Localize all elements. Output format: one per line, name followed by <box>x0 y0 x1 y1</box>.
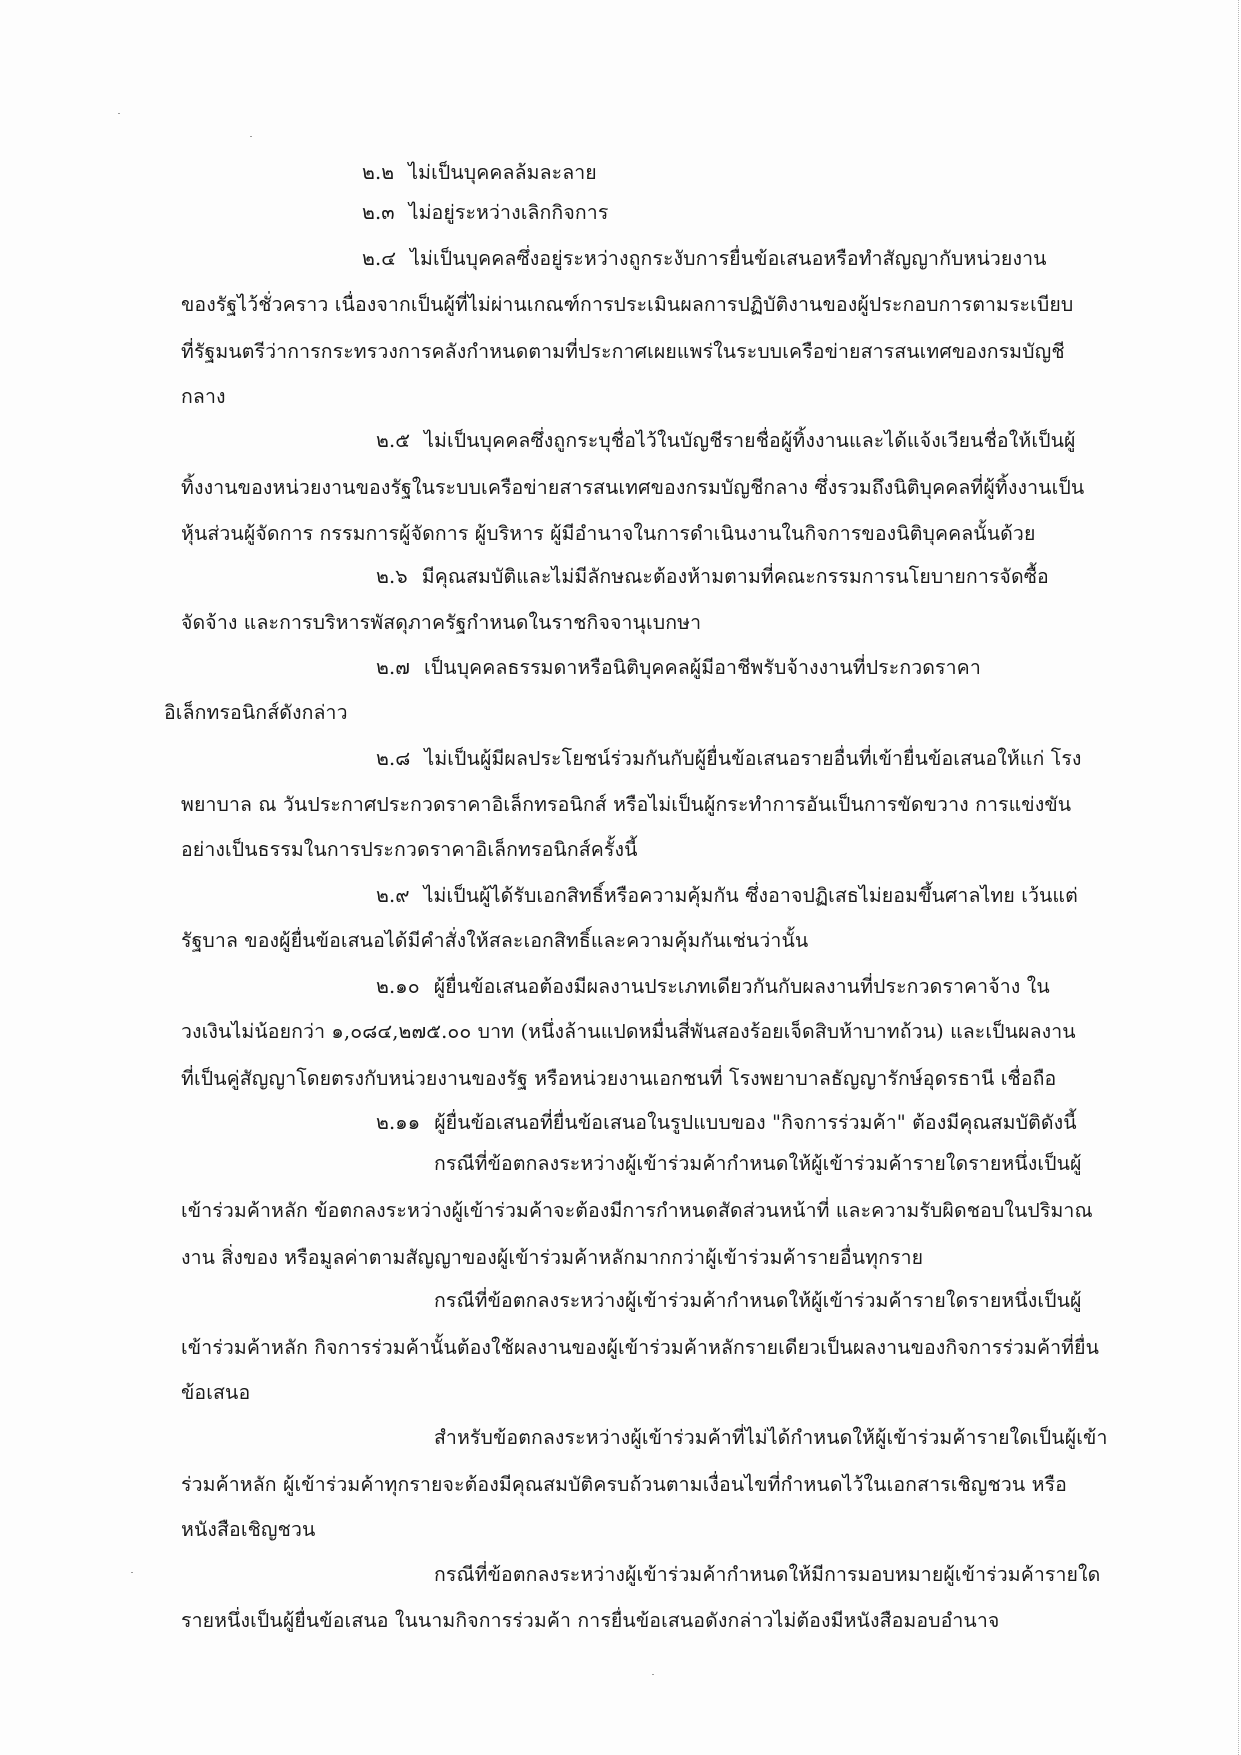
jv-paragraph-2: กรณีที่ข้อตกลงระหว่างผู้เข้าร่วมค้ากำหนดให้ผู้เข้าร่วมค้ารายใดรายหนึ่งเป็นผู้ <box>434 1289 1082 1312</box>
item-2-7-line-2: อิเล็กทรอนิกส์ดังกล่าว <box>164 701 348 724</box>
scan-edge <box>1237 0 1239 1755</box>
item-2-8 <box>376 746 1082 772</box>
item-text: ไม่เป็นผู้ได้รับเอกสิทธิ์หรือความคุ้มกัน ซึ่งอาจปฏิเสธไม่ยอมขึ้นศาลไทย เว้นแต่ <box>423 884 1078 907</box>
item-2-10-line-3: ที่เป็นคู่สัญญาโดยตรงกับหน่วยงานของรัฐ หรือหน่วยงานเอกชนที่ โรงพยาบาลธัญญารักษ์อุดรธานี เชื่อถือ <box>181 1067 1057 1090</box>
item-2-3 <box>362 200 608 226</box>
jv-paragraph-4-line-2: รายหนึ่งเป็นผู้ยื่นข้อเสนอ ในนามกิจการร่วมค้า การยื่นข้อเสนอดังกล่าวไม่ต้องมีหนังสือมอบอำนาจ <box>181 1609 1000 1632</box>
item-number: ๒.๕ <box>376 429 411 452</box>
item-2-7 <box>376 655 981 681</box>
item-2-5 <box>376 428 1076 454</box>
item-2-10 <box>376 974 1050 1000</box>
scan-speck <box>652 1674 654 1675</box>
jv-paragraph-3-line-2: ร่วมค้าหลัก ผู้เข้าร่วมค้าทุกรายจะต้องมีคุณสมบัติครบถ้วนตามเงื่อนไขที่กำหนดไว้ในเอกสารเชิญชวน หรือ <box>181 1473 1067 1496</box>
jv-paragraph-3: สำหรับข้อตกลงระหว่างผู้เข้าร่วมค้าที่ไม่ได้กำหนดให้ผู้เข้าร่วมค้ารายใดเป็นผู้เข้า <box>434 1426 1108 1449</box>
item-text: ไม่เป็นบุคคลซึ่งถูกระบุชื่อไว้ในบัญชีรายชื่อผู้ทิ้งงานและได้แจ้งเวียนชื่อให้เป็นผู้ <box>424 429 1076 452</box>
item-text: ไม่เป็นผู้มีผลประโยชน์ร่วมกันกับผู้ยื่นข้อเสนอรายอื่นที่เข้ายื่นข้อเสนอให้แก่ โรง <box>424 747 1082 770</box>
item-2-4-line-4: กลาง <box>181 385 226 408</box>
jv-paragraph-1-line-2: เข้าร่วมค้าหลัก ข้อตกลงระหว่างผู้เข้าร่วมค้าจะต้องมีการกำหนดสัดส่วนหน้าที่ และความรับผิดชอบในปริมาณ <box>181 1199 1093 1222</box>
item-2-5-line-2: ทิ้งงานของหน่วยงานของรัฐในระบบเครือข่ายสารสนเทศของกรมบัญชีกลาง ซึ่งรวมถึงนิติบุคคลที่ผู้ทิ้งงานเป็น <box>181 476 1085 499</box>
item-2-4-line-3: ที่รัฐมนตรีว่าการกระทรวงการคลังกำหนดตามที่ประกาศเผยแพร่ในระบบเครือข่ายสารสนเทศของกรมบัญชี <box>181 340 1065 363</box>
item-number: ๒.๓ <box>362 201 395 224</box>
item-2-8-line-2: พยาบาล ณ วันประกาศประกวดราคาอิเล็กทรอนิกส์ หรือไม่เป็นผู้กระทำการอันเป็นการขัดขวาง การแข่งขัน <box>181 793 1072 816</box>
item-2-6-line-2: จัดจ้าง และการบริหารพัสดุภาครัฐกำหนดในราชกิจจานุเบกษา <box>181 611 702 634</box>
item-2-9-line-2: รัฐบาล ของผู้ยื่นข้อเสนอได้มีคำสั่งให้สละเอกสิทธิ์และความคุ้มกันเช่นว่านั้น <box>181 929 809 952</box>
jv-paragraph-2-line-2: เข้าร่วมค้าหลัก กิจการร่วมค้านั้นต้องใช้ผลงานของผู้เข้าร่วมค้าหลักรายเดียวเป็นผลงานของกิจการร่วมค้าที่ยื่น <box>181 1336 1100 1359</box>
scan-speck <box>118 113 120 114</box>
item-number: ๒.๖ <box>376 565 408 588</box>
item-number: ๒.๑๑ <box>376 1111 421 1134</box>
item-number: ๒.๘ <box>376 747 411 770</box>
item-2-5-line-3: หุ้นส่วนผู้จัดการ กรรมการผู้จัดการ ผู้บริหาร ผู้มีอำนาจในการดำเนินงานในกิจการของนิติบุคคลนั้นด้วย <box>181 522 1036 545</box>
item-text: ผู้ยื่นข้อเสนอที่ยื่นข้อเสนอในรูปแบบของ "กิจการร่วมค้า" ต้องมีคุณสมบัติดังนี้ <box>434 1111 1077 1134</box>
jv-paragraph-4: กรณีที่ข้อตกลงระหว่างผู้เข้าร่วมค้ากำหนดให้มีการมอบหมายผู้เข้าร่วมค้ารายใด <box>434 1563 1101 1586</box>
item-2-6 <box>376 564 1049 590</box>
item-text: ไม่เป็นบุคคลล้มละลาย <box>408 161 597 184</box>
jv-paragraph-1-line-3: งาน สิ่งของ หรือมูลค่าตามสัญญาของผู้เข้าร่วมค้าหลักมากกว่าผู้เข้าร่วมค้ารายอื่นทุกราย <box>181 1246 924 1269</box>
item-text: ไม่อยู่ระหว่างเลิกกิจการ <box>408 201 609 224</box>
item-2-10-line-2: วงเงินไม่น้อยกว่า ๑,๐๘๔,๒๗๕.๐๐ บาท (หนึ่งล้านแปดหมื่นสี่พันสองร้อยเจ็ดสิบห้าบาทถ้วน) และเป็นผลงาน <box>181 1020 1076 1043</box>
item-2-4-line-2: ของรัฐไว้ชั่วคราว เนื่องจากเป็นผู้ที่ไม่ผ่านเกณฑ์การประเมินผลการปฏิบัติงานของผู้ประกอบการตามระเบียบ <box>181 293 1074 316</box>
item-text: มีคุณสมบัติและไม่มีลักษณะต้องห้ามตามที่คณะกรรมการนโยบายการจัดซื้อ <box>421 565 1049 588</box>
item-number: ๒.๑๐ <box>376 975 420 998</box>
jv-paragraph-3-line-3: หนังสือเชิญชวน <box>181 1518 316 1541</box>
item-2-4 <box>362 246 1047 272</box>
item-2-9 <box>376 883 1078 909</box>
item-text: ไม่เป็นบุคคลซึ่งอยู่ระหว่างถูกระงับการยื่นข้อเสนอหรือทำสัญญากับหน่วยงาน <box>410 247 1047 270</box>
item-2-11 <box>376 1110 1077 1136</box>
item-text: ผู้ยื่นข้อเสนอต้องมีผลงานประเภทเดียวกันกับผลงานที่ประกวดราคาจ้าง ใน <box>433 975 1050 998</box>
scan-speck <box>131 1572 133 1573</box>
item-number: ๒.๙ <box>376 884 410 907</box>
scan-speck <box>250 136 252 137</box>
item-number: ๒.๒ <box>362 161 395 184</box>
item-text: เป็นบุคคลธรรมดาหรือนิติบุคคลผู้มีอาชีพรับจ้างงานที่ประกวดราคา <box>424 656 981 679</box>
item-number: ๒.๔ <box>362 247 397 270</box>
item-2-8-line-3: อย่างเป็นธรรมในการประกวดราคาอิเล็กทรอนิกส์ครั้งนี้ <box>181 838 638 861</box>
item-number: ๒.๗ <box>376 656 411 679</box>
jv-paragraph-1: กรณีที่ข้อตกลงระหว่างผู้เข้าร่วมค้ากำหนดให้ผู้เข้าร่วมค้ารายใดรายหนึ่งเป็นผู้ <box>434 1152 1082 1175</box>
item-2-2 <box>362 160 597 186</box>
jv-paragraph-2-line-3: ข้อเสนอ <box>181 1381 251 1404</box>
